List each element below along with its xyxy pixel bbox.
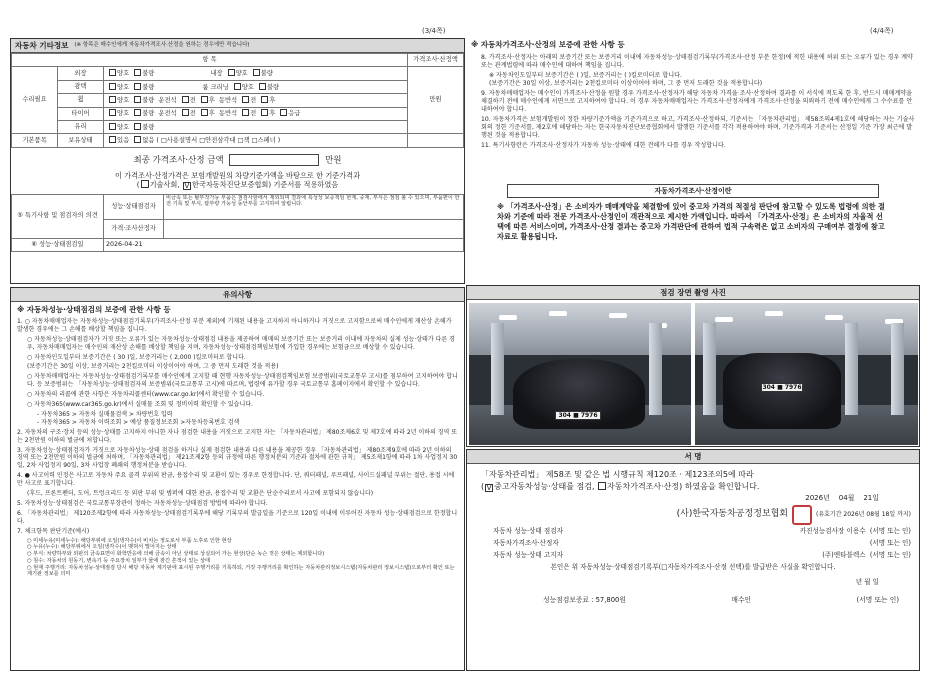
special-table xyxy=(11,194,464,252)
special-row2-text xyxy=(164,220,464,239)
caution-item: 3. 자동차성능·상태점검자가 거짓으로 자동차성능·상태 점검을 하거나 실제 점검한 내용과 다른 내용을 제공한 경우 「자동차관리법」 제80조제9호에 따라 2년 이하의 징역 또는 2천만원 이하의 벌금에 처하며, 「자동차관리법」 제21조제2항 등의 규정에 따른 행정처분의 기준과 절차에 관한 규칙」 제5조제1항에 따라 1차 사업정지 30일, 2차 사업정지 90일, 3차 사업장 폐쇄의 행정처분을 받습니다. xyxy=(17,446,458,470)
exterior-bad-checkbox[interactable] xyxy=(134,69,141,76)
criteria-item: ○ 누유(누수): 해당부위에서 오일(냉각수)이 맺혀서 떨어지는 상태 xyxy=(27,544,177,551)
caution-item: 5. 자동차성능·상태점검은 국토교통부장관이 정하는 자동차성능·상태점검 방법에 따라야 합니다. xyxy=(17,500,268,508)
tire-bad-checkbox[interactable] xyxy=(134,109,141,116)
row-gloss: 광택 xyxy=(58,80,104,93)
bad-label: 불량 xyxy=(142,96,155,104)
driver-seat-label: 운전석 xyxy=(158,110,177,118)
exterior-good-checkbox[interactable] xyxy=(109,69,116,76)
sig-opt2-label: 자동차가격조사·산정) 하였음을 확인합니다. xyxy=(607,482,760,491)
photos-panel xyxy=(466,285,920,447)
good-label: 양호 xyxy=(117,123,130,131)
bad-label: 불량 xyxy=(142,70,155,78)
sig-row-sign[interactable]: (서명 또는 인) xyxy=(869,538,911,547)
sig-check-opt2[interactable] xyxy=(598,482,606,490)
good-label: 양호 xyxy=(117,96,130,104)
final-price-unit: 만원 xyxy=(325,155,342,166)
sig-date xyxy=(467,494,919,503)
tire-passenger-front-checkbox[interactable] xyxy=(242,109,249,116)
basic-options xyxy=(104,134,408,147)
sig-row-sign[interactable]: (서명 또는 인) xyxy=(869,551,911,560)
col-price: 가격조사·산정액 xyxy=(408,54,464,67)
basic-options-list: ( □사용설명서 □안전삼각대 □잭 □스페너 ) xyxy=(156,137,281,145)
front-label: 전 xyxy=(250,96,257,104)
none-label: 없음 xyxy=(142,137,155,145)
criteria-item: ○ 침수: 자동차의 원동기, 변속기 등 주요장치 일부가 물에 잠긴 흔적이 있는 상태 xyxy=(27,557,211,564)
good-label: 양호 xyxy=(117,110,130,118)
rear-plate: 304 ■ 7976 xyxy=(762,384,802,391)
tire-spare-checkbox[interactable] xyxy=(280,109,287,116)
caution-item: 4. ● 사고이력 인정은 사고로 자동차 주요 골격 부위의 판금, 용접수리 및 교환이 있는 경우로 한정합니다. 단, 쿼터패널, 루프패널, 사이드실패널 부위는 절단, 용접 시에만 사고로 표기합니다. xyxy=(17,472,455,488)
cleaning-good-checkbox[interactable] xyxy=(234,83,241,90)
front-label: 전 xyxy=(189,110,196,118)
basic-label: 기본품목 xyxy=(12,134,58,147)
wheel-driver-rear-checkbox[interactable] xyxy=(201,96,208,103)
caution-item: - 자동차365 > 자동차 실매물검색 > 차량번호 입력 xyxy=(37,410,173,418)
caution-item: ○ 자동차의 리콜에 관한 사항은 자동차리콜센터(www.car.go.kr)에서 확인할 수 있습니다. xyxy=(27,391,265,399)
caution-item: 6. 「자동차관리법」 제120조제2항에 따라 자동차성능·상태점검기록부에 해당 기록부의 발급일을 기준으로 120일 이내에 이루어진 자동차 성능·상태점검으로 한정합니다. xyxy=(17,509,458,525)
passenger-seat-label: 동반석 xyxy=(218,96,238,104)
basis-opt2-label: 한국자동차진단보증협회 xyxy=(191,179,269,189)
row-glass: 유리 xyxy=(58,120,104,133)
special-row2: 가격·조사산정자 xyxy=(104,220,164,239)
good-label: 양호 xyxy=(241,83,254,91)
price-notes-body xyxy=(467,38,919,154)
row-tire: 타이어 xyxy=(58,107,104,120)
price-note: (보증기간은 30일 이상, 보증거리는 2천킬로미터 이상이어야 하며, 그 중 먼저 도래한 것을 적용합니다) xyxy=(489,79,763,87)
sig-row-label: 자동차 성능·상태 고지자 xyxy=(493,551,563,560)
special-label: ⑤ 특기사항 및 점검자의 의견 xyxy=(12,194,104,238)
basis-opt1-checkbox[interactable] xyxy=(141,180,149,188)
front-label: 전 xyxy=(250,110,257,118)
gloss-bad-checkbox[interactable] xyxy=(134,83,141,90)
row-interior: 내장 xyxy=(210,70,223,78)
repair-label: 수리필요 xyxy=(12,67,58,134)
org-seal-icon xyxy=(792,505,812,525)
sig-row xyxy=(467,549,919,561)
buyer-label: 매수인 xyxy=(731,595,752,604)
good-label: 양호 xyxy=(117,70,130,78)
basis-text: 이 가격조사·산정가격은 보험개발원의 차량기준가액을 바탕으로 한 기준가격과 xyxy=(114,170,361,180)
spare-label: 응급 xyxy=(288,110,301,118)
criteria-item: ○ 미세누유(미세누수): 해당부위에 오일(냉각수)이 비치는 정도로서 부품 노후로 인한 현상 xyxy=(27,537,232,544)
signature-header: 서 명 xyxy=(467,450,919,464)
row-wheel: 휠 xyxy=(58,94,104,107)
final-price-row xyxy=(11,154,464,166)
cleaning-bad-checkbox[interactable] xyxy=(259,83,266,90)
sig-row-sign[interactable]: (서명 또는 인) xyxy=(869,526,911,535)
wheel-passenger-front-checkbox[interactable] xyxy=(242,96,249,103)
fee-text: 성능점검보증료 : 57,800원 xyxy=(543,595,626,604)
photos-header: 점검 장면 촬영 사진 xyxy=(467,286,919,300)
caution-heading: ※ 자동차성능·상태점검의 보증에 관한 사항 등 xyxy=(17,305,171,314)
front-label: 전 xyxy=(189,96,196,104)
price-notes-panel xyxy=(467,38,919,283)
rear-label: 후 xyxy=(269,96,276,104)
sig-org-row xyxy=(467,505,919,525)
sig-year: 2026년 xyxy=(805,494,830,502)
basic-none-checkbox[interactable] xyxy=(134,136,141,143)
caution-header: 유의사항 xyxy=(11,288,464,302)
price-unit: 만원 xyxy=(408,67,464,134)
other-info-subtitle: (※ 항목은 매수인에게 자동차가격조사·산정을 원하는 경우에만 적습니다) xyxy=(74,42,250,49)
final-price-label: 최종 가격조사·산정 금액 xyxy=(133,155,224,166)
caution-item: 7. 체크항목 판단기준(예시) xyxy=(17,527,90,535)
sig-row xyxy=(467,525,919,537)
tire-good-checkbox[interactable] xyxy=(109,109,116,116)
front-plate: 304 ■ 7976 xyxy=(555,411,601,420)
caution-item: (보증기간은 30일 이상, 보증거리는 2천킬로미터 이상이어야 하며, 그 중 먼저 도래한 것을 적용) xyxy=(27,363,279,371)
bad-label: 불량 xyxy=(142,110,155,118)
law-line: 「자동차관리법」 제58조 및 같은 법 시행규칙 제120조 · 제123조의5에 따라 xyxy=(481,470,754,479)
price-box-text: ※ 「가격조사·산정」은 소비자가 매매계약을 체결함에 있어 중고차 가격의 적절성 판단에 참고할 수 있도록 법령에 의한 절차와 기준에 따라 전문 가격조사·산정인이 객관적으로 제시한 가액입니다. 따라서 「가격조사·산정」은 소비자의 자율적 선택에 따른 서비스이며, 가격조사·산정 결과는 중고차 가격판단에 관하여 법적 구속력은 없고 소비자의 구매여부 결정에 참고자료로 활용됩니다. xyxy=(497,202,885,242)
row-room-cleaning: 룸 크리닝 xyxy=(202,83,229,91)
row-exterior: 외장 xyxy=(58,67,104,80)
caution-item: - 자동차365 > 자동차 이력조회 > 예상 품질정보조회 >자동차등록번호 검색 xyxy=(37,418,240,426)
glass-good-checkbox[interactable] xyxy=(109,123,116,130)
page-number-left: (3/4쪽) xyxy=(422,27,446,35)
perf-date-label: ⑥ 성능·상태점검일 xyxy=(12,238,104,251)
sig-check-opt1[interactable]: V xyxy=(486,484,492,492)
good-label: 양호 xyxy=(117,83,130,91)
gloss-options xyxy=(104,80,408,93)
perf-date-value: 2026-04-21 xyxy=(104,238,464,251)
price-notes-heading: ※ 자동차가격조사·산정의 보증에 관한 사항 등 xyxy=(471,40,625,49)
exterior-options xyxy=(104,67,408,80)
caution-item: ○ 자동차인도일부터 보증기간은 ( 30 )일, 보증거리는 ( 2,000 )킬로미터로 합니다. xyxy=(27,353,246,361)
bad-label: 불량 xyxy=(260,70,273,78)
passenger-seat-label: 동반석 xyxy=(218,110,238,118)
price-note: 9. 자동차매매업자는 매수인이 가격조사·산정을 원할 경우 가격조사·산정자가 해당 자동차 가격을 조사·산정하여 결과를 이 서식에 적도록 한 후, 반드시 매매계약을 체결하기 전에 매수인에게 서면으로 고지하여야 합니다. 이 경우 자동차매매업자는 가격조사·산정자에게 가격조사·산정을 의뢰하기 전에 매수인에게 그 수수료를 안내하여야 합니다. xyxy=(481,90,913,114)
price-note: 11. 특기사항란은 가격조사·산정자가 자동차 성능·상태에 대한 견해가 다를 경우 작성합니다. xyxy=(481,142,726,150)
basic-item: 보유상태 xyxy=(58,134,104,147)
col-item: 항 목 xyxy=(12,54,408,67)
rear-label: 후 xyxy=(208,110,215,118)
tire-driver-front-checkbox[interactable] xyxy=(182,109,189,116)
basis-opt2-checkbox[interactable]: V xyxy=(184,181,190,190)
sig-month: 04월 xyxy=(838,494,855,502)
sig-opt1-label: 중고자동차성능·상태를 점검, xyxy=(494,482,595,491)
gloss-good-checkbox[interactable] xyxy=(109,83,116,90)
wheel-passenger-rear-checkbox[interactable] xyxy=(261,96,268,103)
caution-panel xyxy=(10,287,465,671)
signature-panel xyxy=(466,449,920,671)
sig-validity: (유효기간 2026년 08월 18일 까지) xyxy=(815,511,911,518)
caution-item: ○ 자동차365(www.car365.go.kr)에서 실매물 조회 및 정비이력 확인할 수 있습니다. xyxy=(27,401,253,409)
bad-label: 불량 xyxy=(142,83,155,91)
receipt-date: 년 월 일 xyxy=(855,577,879,586)
front-photo xyxy=(469,303,691,445)
page-number-right: (4/4쪽) xyxy=(870,27,894,35)
wheel-good-checkbox[interactable] xyxy=(109,96,116,103)
glass-options xyxy=(104,120,408,133)
receipt-line: 본인은 위 자동차성능·상태점검기록부(□자동차가격조사·산정 선택)를 발급받은 사실을 확인합니다. xyxy=(550,563,836,572)
criteria-item: ○ 현재 주행거리: 자동차성능·상태점검 당시 해당 자동차 계기판에 표시된 주행거리를 기록하되, 거짓 주행거리를 확인하는 자동차관리정보시스템(자동차관리 정보시스템)으로부터 확인 또는 계기판 정보를 의미 xyxy=(27,564,455,578)
caution-item: 2. 자동차의 구조·장치 등의 성능·상태를 고지하지 아니한 자나 점검한 내용을 거짓으로 고지한 자는 「자동차관리법」 제80조제6호 및 제7호에 따라 2년 이하의 징역 또는 2천만원 이하의 벌금에 처합니다. xyxy=(17,428,458,444)
basis-line: 이 가격조사·산정가격은 보험개발원의 차량기준가액을 바탕으로 한 기준가격과 ( 기술사회, V 한국자동차진단보증협회) 기준서를 적용하였음 xyxy=(114,170,361,190)
basis-end: 기준서를 적용하였음 xyxy=(273,179,339,189)
final-price-input[interactable] xyxy=(229,154,319,166)
sig-org: (사)한국자동차공정정보협회 xyxy=(676,509,788,520)
tire-options xyxy=(104,107,408,120)
other-info-header xyxy=(11,39,464,53)
have-label: 있음 xyxy=(117,137,130,145)
rear-label: 후 xyxy=(208,96,215,104)
special-row1-text: 비금속 또는 탈부착가능 부품은 점검사항에서 제외되며 결과에 특성상 보증책임 한계, 중재, 부식은 점검 불 수 있으며, 부품편이 한전 기록 및 부식, 탑부량 가능성 동안부를 고지하여 알립니다. xyxy=(164,194,464,219)
other-info-table xyxy=(11,53,464,148)
rear-photo xyxy=(695,303,918,445)
glass-bad-checkbox[interactable] xyxy=(134,123,141,130)
price-box-title: 자동차가격조사·산정이란 xyxy=(507,184,879,198)
tire-passenger-rear-checkbox[interactable] xyxy=(261,109,268,116)
caution-item: ○ 자동차매매업자는 자동차성능·상태점검기록부를 매수인에게 고지할 때 현행 자동차성능·상태점검책임보험 보증범위(국토교통부 고시)를 첨부하여 고지하여야 합니다. 등 보증범위는 「자동차성능·상태점검자의 보증범위(국토교통부 고시)에 따르며, 법령에 유가할 경우 국토교통부 홈페이지에서 확인할 수 있습니다. xyxy=(27,373,458,389)
caution-body xyxy=(11,302,464,581)
bad-label: 불량 xyxy=(142,123,155,131)
signature-statement xyxy=(467,464,919,493)
caution-item: ○ 자동차성능·상태점검자가 거짓 또는 오류가 있는 자동차성능·상태점검 내용을 제공하여 매매의 보증기간 또는 보증거리 이내에 자동차의 실제 성능·상태가 다른 경우, 자동차매매업자는 매수인의 재산상 손해를 배상할 책임을 지며, 자동차성능·상태점검책임보험에 가입한 경우에는 보험금으로 배상할 수 있습니다. xyxy=(27,335,455,351)
interior-good-checkbox[interactable] xyxy=(228,69,235,76)
interior-bad-checkbox[interactable] xyxy=(253,69,260,76)
other-info-title: 자동차 기타정보 xyxy=(15,40,69,50)
price-note: 10. 자동차가격은 보험개발원이 정한 차량기준가액을 기준가격으로 하고, 가격조사·산정하되, 기준서는 「자동차관리법」 제58조의4제1호에 해당하는 자는 기술사회의 정한 기준서를, 제2호에 해당하는 자는 한국자동차진단보증협회에서 발행한 기준서를 각각 적용하여야 하며, 기준가격과 기준서는 산정일 기준 가장 최근에 발행된 것을 적용합니다. xyxy=(481,116,915,140)
fee-row xyxy=(467,586,919,604)
price-note: ※ 자동차인도일부터 보증기간은 ( )일, 보증거리는 ( )킬로미터로 합니다. xyxy=(489,71,682,79)
criteria-item: ○ 부식: 차량하부와 외판의 금속표면이 화학반응에 의해 금속이 아닌 상태로 상실되어 가는 현상(단순 녹슨 것은 상태는 제외합니다) xyxy=(27,551,325,558)
basis-opt1-label: 기술사회 xyxy=(149,179,178,189)
wheel-bad-checkbox[interactable] xyxy=(134,96,141,103)
good-label: 양호 xyxy=(235,70,248,78)
bad-label: 불량 xyxy=(266,83,280,91)
wheel-options xyxy=(104,94,408,107)
caution-item: 1. ○ 자동차매매업자는 자동차성능·상태점검기록부(가격조사·산정 부분 제외)에 기재된 내용을 고지하지 아니하거나 거짓으로 고지함으로써 매수인에게 재산상 손해가 발생한 경우에는 그 손해를 배상할 책임을 집니다. xyxy=(17,317,452,333)
special-row1: 성능·상태점검자 xyxy=(104,194,164,219)
basic-have-checkbox[interactable] xyxy=(109,136,116,143)
sig-row-name: (주)엔타블렉스 xyxy=(822,551,866,560)
driver-seat-label: 운전석 xyxy=(158,96,177,104)
sig-row-name: 카진성능검사장 이용수 xyxy=(799,526,866,535)
caution-item: (후드, 프론트펜더, 도어, 트렁크리드 등 외판 부위 및 범퍼에 대한 판금, 용접수리 및 교환은 단순수리로서 사고에 포함되지 않습니다) xyxy=(27,490,374,498)
check-line: ( V 중고자동차성능·상태를 점검, 자동차가격조사·산정) 하였음을 확인합니다. xyxy=(481,482,760,492)
other-info-panel xyxy=(10,38,465,284)
sig-row-label: 자동차가격조사·산정자 xyxy=(493,538,559,547)
sig-row xyxy=(467,537,919,549)
basic-price xyxy=(408,134,464,147)
tire-driver-rear-checkbox[interactable] xyxy=(201,109,208,116)
sig-row-label: 자동차 성능·상태 점검자 xyxy=(493,526,563,535)
sig-day: 21일 xyxy=(863,494,879,502)
rear-label: 후 xyxy=(269,110,276,118)
buyer-sign[interactable]: (서명 또는 인) xyxy=(856,595,899,604)
wheel-driver-front-checkbox[interactable] xyxy=(182,96,189,103)
price-note: 8. 가격조사·산정자는 아래의 보증기간 또는 보증거리 이내에 자동차성능·상태점검기록부(가격조사·산정 부분 한정)에 적힌 내용에 허위 또는 오류가 있는 경우 계약 또는 관계법령에 따라 매수인에 대하여 책임을 집니다. xyxy=(481,53,913,69)
